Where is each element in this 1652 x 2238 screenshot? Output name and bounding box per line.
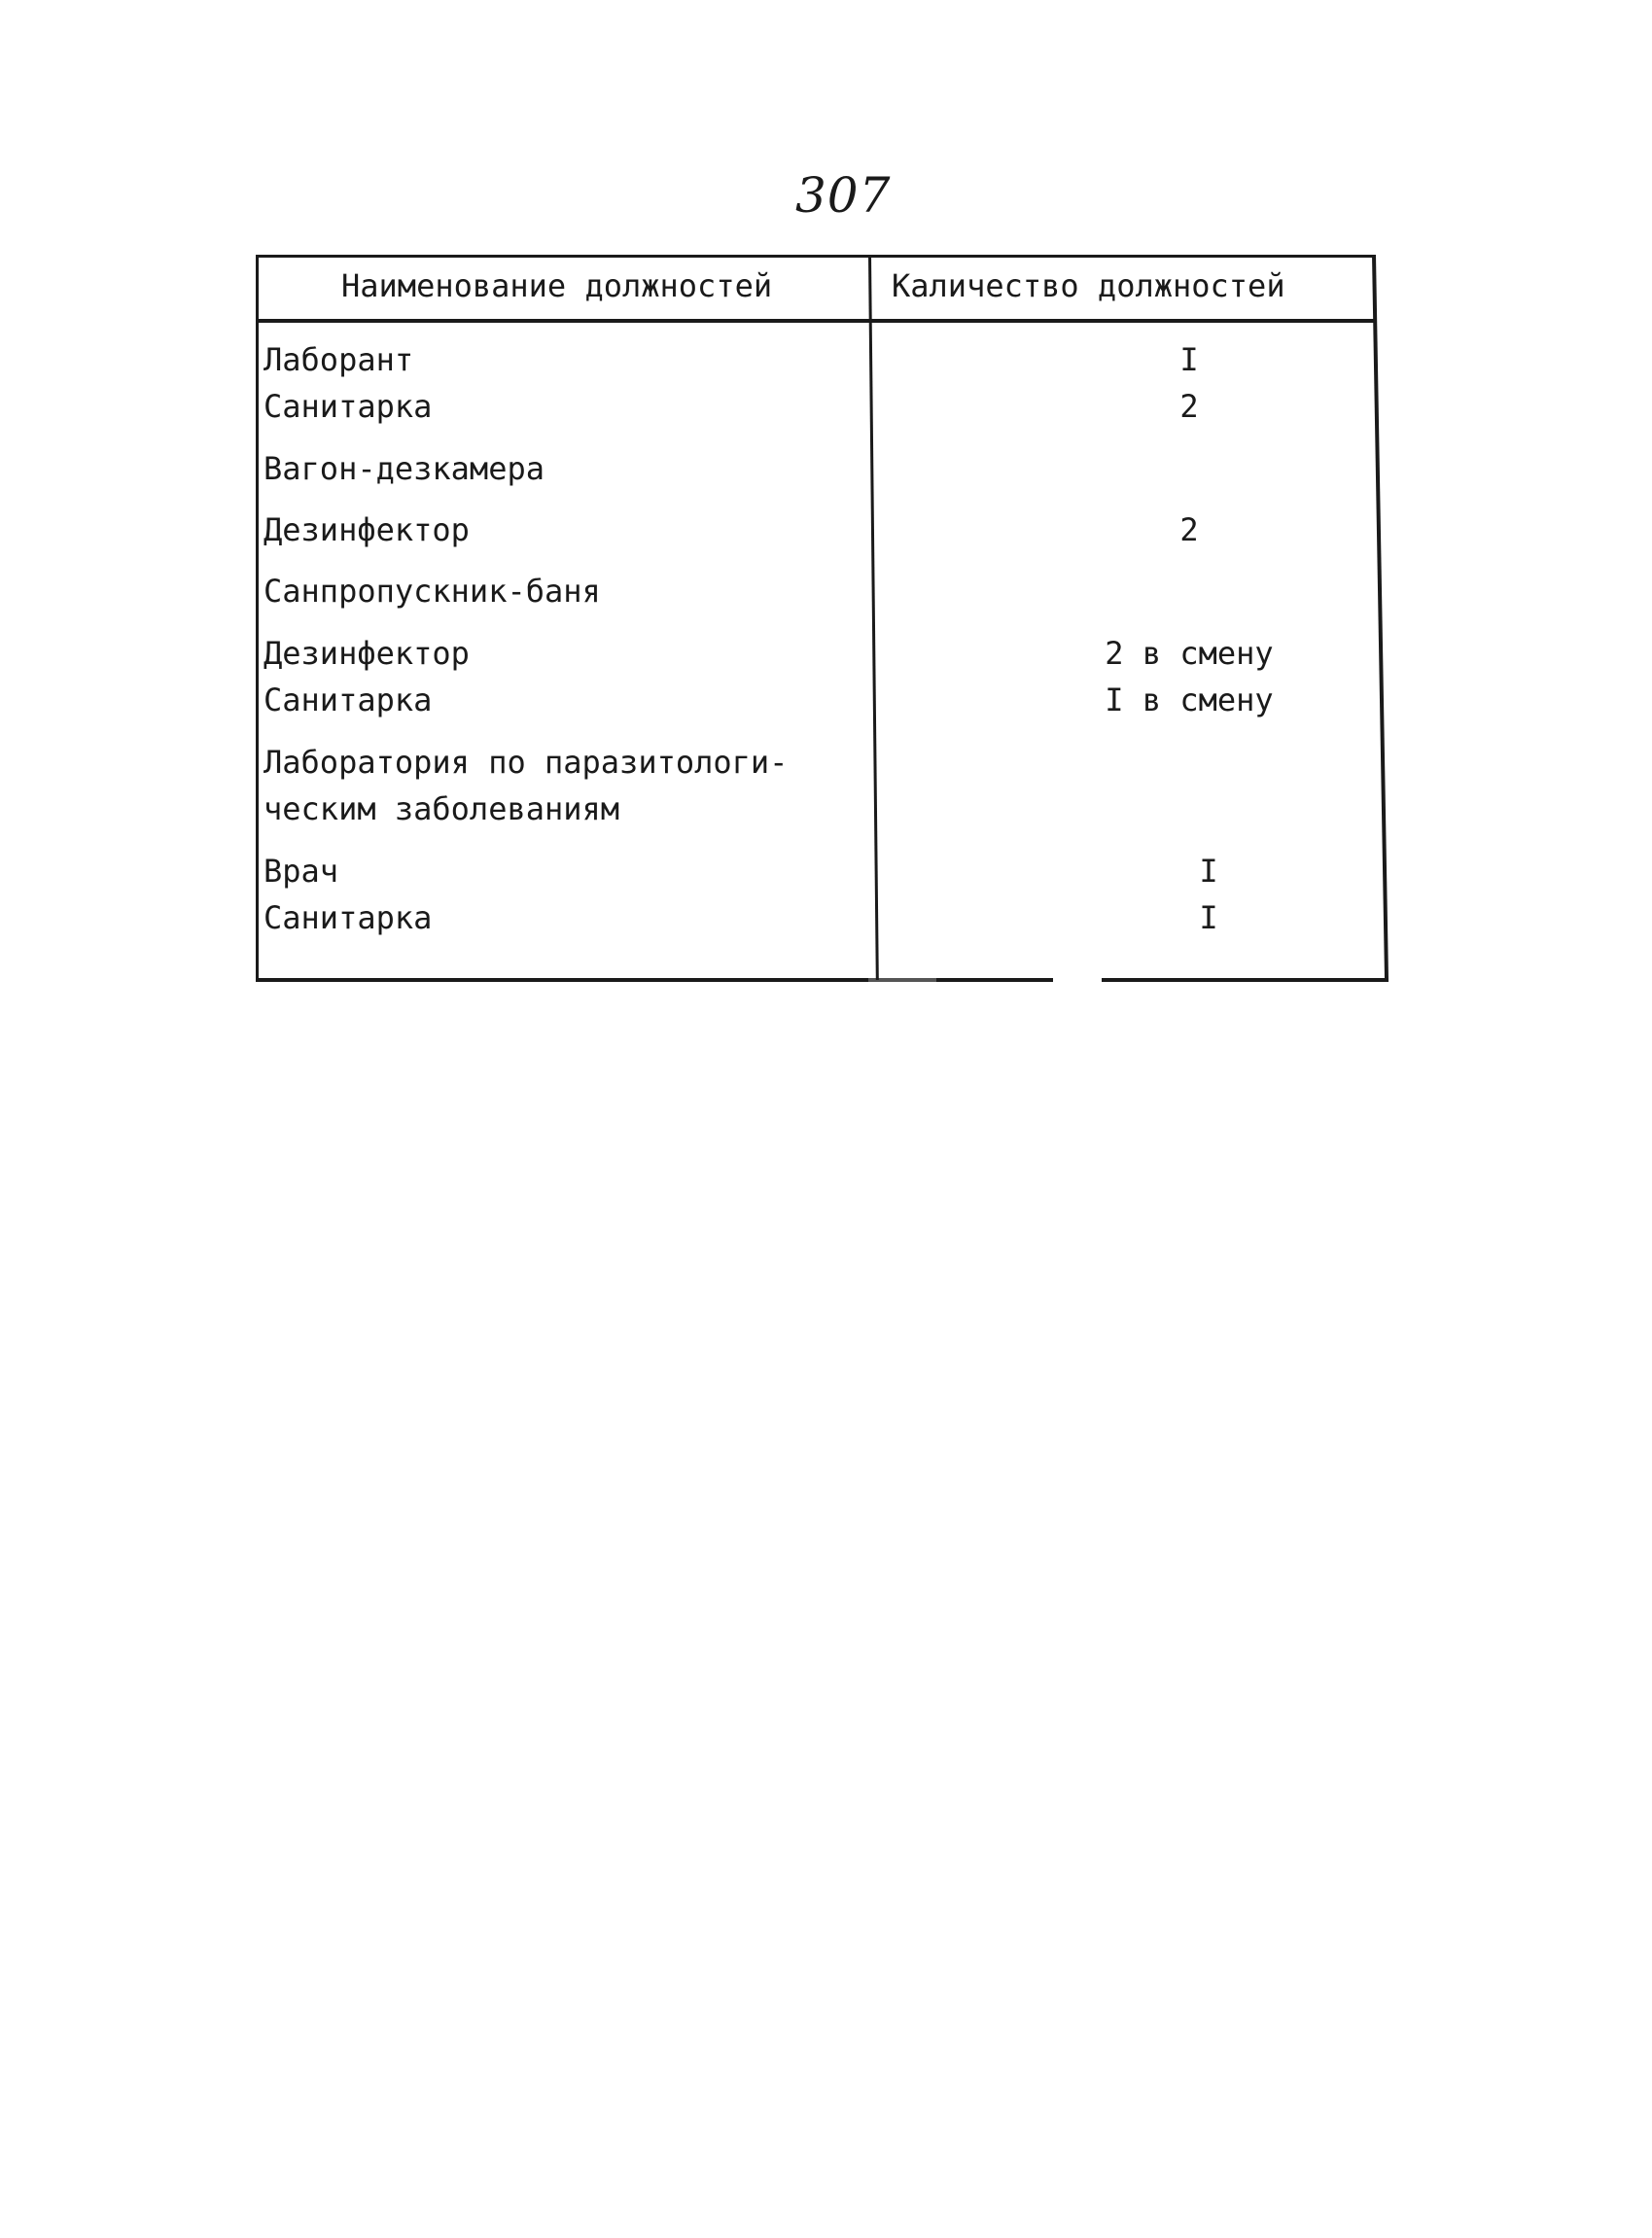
section-heading: Лаборатория по паразитологи- [264, 744, 789, 781]
row-name: Санитарка [264, 899, 433, 936]
row-name: Санитарка [264, 682, 433, 718]
table-header-border [256, 319, 1376, 323]
table-column-divider [868, 255, 879, 980]
row-qty: 2 [1179, 511, 1199, 548]
row-name: Дезинфектор [264, 635, 470, 672]
row-qty: I [1179, 341, 1199, 378]
row-qty: I [1199, 853, 1218, 890]
row-name: Врач [264, 853, 339, 890]
table-top-border [256, 255, 1374, 258]
row-name: Санитарка [264, 388, 433, 425]
row-name: Дезинфектор [264, 511, 470, 548]
row-qty: I [1199, 899, 1218, 936]
header-position-count: Каличество должностей [892, 267, 1285, 304]
section-heading: Вагон-дезкамера [264, 450, 545, 487]
header-position-name: Наименование должностей [341, 267, 773, 304]
section-heading-continued: ческим заболеваниям [264, 790, 620, 827]
table-bottom-border [256, 978, 1388, 982]
staff-table [256, 255, 1388, 984]
row-qty: I в смену [1105, 682, 1274, 718]
row-qty: 2 в смену [1105, 635, 1274, 672]
section-heading: Санпропускник-баня [264, 573, 601, 610]
table-right-border [1372, 255, 1388, 982]
row-name: Лаборант [264, 341, 414, 378]
row-qty: 2 [1179, 388, 1199, 425]
page-number: 307 [795, 167, 892, 224]
table-left-border [256, 255, 259, 982]
